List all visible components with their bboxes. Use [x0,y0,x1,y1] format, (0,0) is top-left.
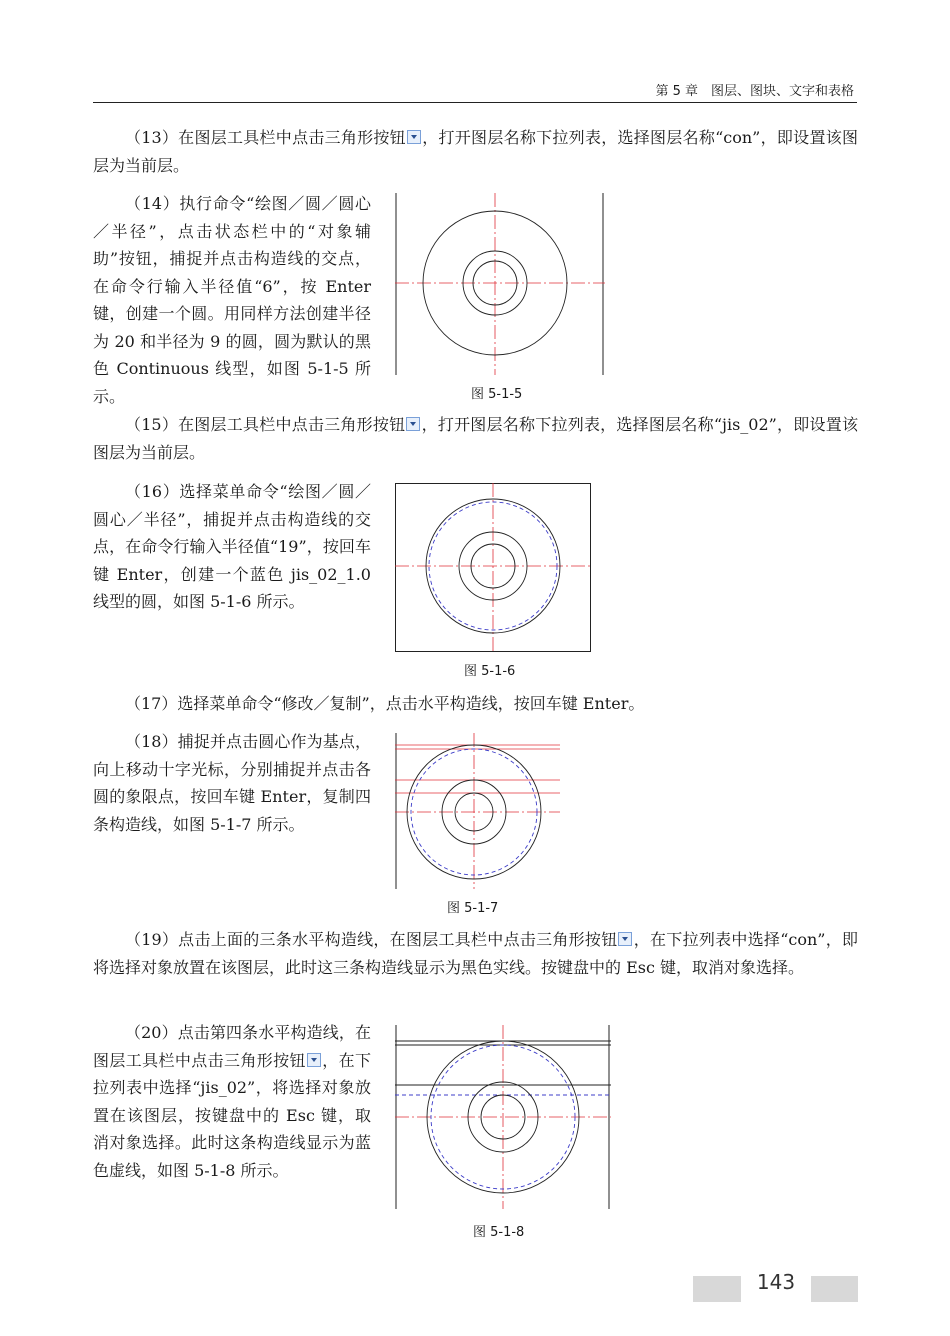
step-17: （17）选择菜单命令“修改／复制”，点击水平构造线，按回车键 Enter。 [125,694,645,713]
step-16: （16）选择菜单命令“绘图／圆／圆心／半径”，捕捉并点击构造线的交点，在命令行输入半径值“19”，按回车键 Enter，创建一个蓝色 jis_02_1.0 线型的圆，如图 5-1-6 所示。 [93,482,371,611]
figure-5-1-6 [395,483,592,653]
caption-5-1-8: 图 5-1-8 [473,1225,525,1240]
step-20: （20）点击第四条水平构造线，在图层工具栏中点击三角形按钮 ，在下拉列表中选择“jis_02”，将选择对象放置在该图层，按键盘中的 Esc 键，取消对象选择。此时这条构造线显示为蓝色虚线，如图 5-1-8 所示。 [93,1023,371,1180]
dropdown-triangle-icon [618,932,632,946]
caption-5-1-7: 图 5-1-7 [447,901,499,916]
step-19: （19）点击上面的三条水平构造线，在图层工具栏中点击三角形按钮 ，在下拉列表中选择“con”，即将选择对象放置在该图层，此时这三条构造线显示为黑色实线。按键盘中的 Esc 键，取消对象选择。 [93,930,858,977]
step-18: （18）捕捉并点击圆心作为基点，向上移动十字光标，分别捕捉并点击各圆的象限点，按回车键 Enter，复制四条构造线，如图 5-1-7 所示。 [93,732,371,834]
page-number: 143 [756,1270,796,1294]
figure-5-1-8 [395,1025,611,1209]
step-13: （13）在图层工具栏中点击三角形按钮 ，打开图层名称下拉列表，选择图层名称“con”，即设置该图层为当前层。 [93,128,858,175]
step-15: （15）在图层工具栏中点击三角形按钮 ，打开图层名称下拉列表，选择图层名称“jis_02”，即设置该图层为当前层。 [93,415,858,462]
figure-5-1-7 [395,733,560,889]
figure-5-1-5 [395,193,605,375]
step-14: （14）执行命令“绘图／圆／圆心／半径”，点击状态栏中的“对象辅助”按钮，捕捉并点击构造线的交点，在命令行输入半径值“6”，按 Enter 键，创建一个圆。用同样方法创建半径为 20 和半径为 9 的圆，圆为默认的黑色 Continuous 线型，如图 5-1-5 所示。 [93,194,371,406]
dropdown-triangle-icon [407,130,421,144]
running-header [93,76,857,103]
dropdown-triangle-icon [307,1053,321,1067]
dropdown-triangle-icon [406,417,420,431]
page-bar-right [811,1276,858,1302]
caption-5-1-6: 图 5-1-6 [464,664,516,679]
page-bar-left [693,1276,741,1302]
caption-5-1-5: 图 5-1-5 [471,387,523,402]
chapter-title: 第 5 章 图层、图块、文字和表格 [655,84,854,99]
